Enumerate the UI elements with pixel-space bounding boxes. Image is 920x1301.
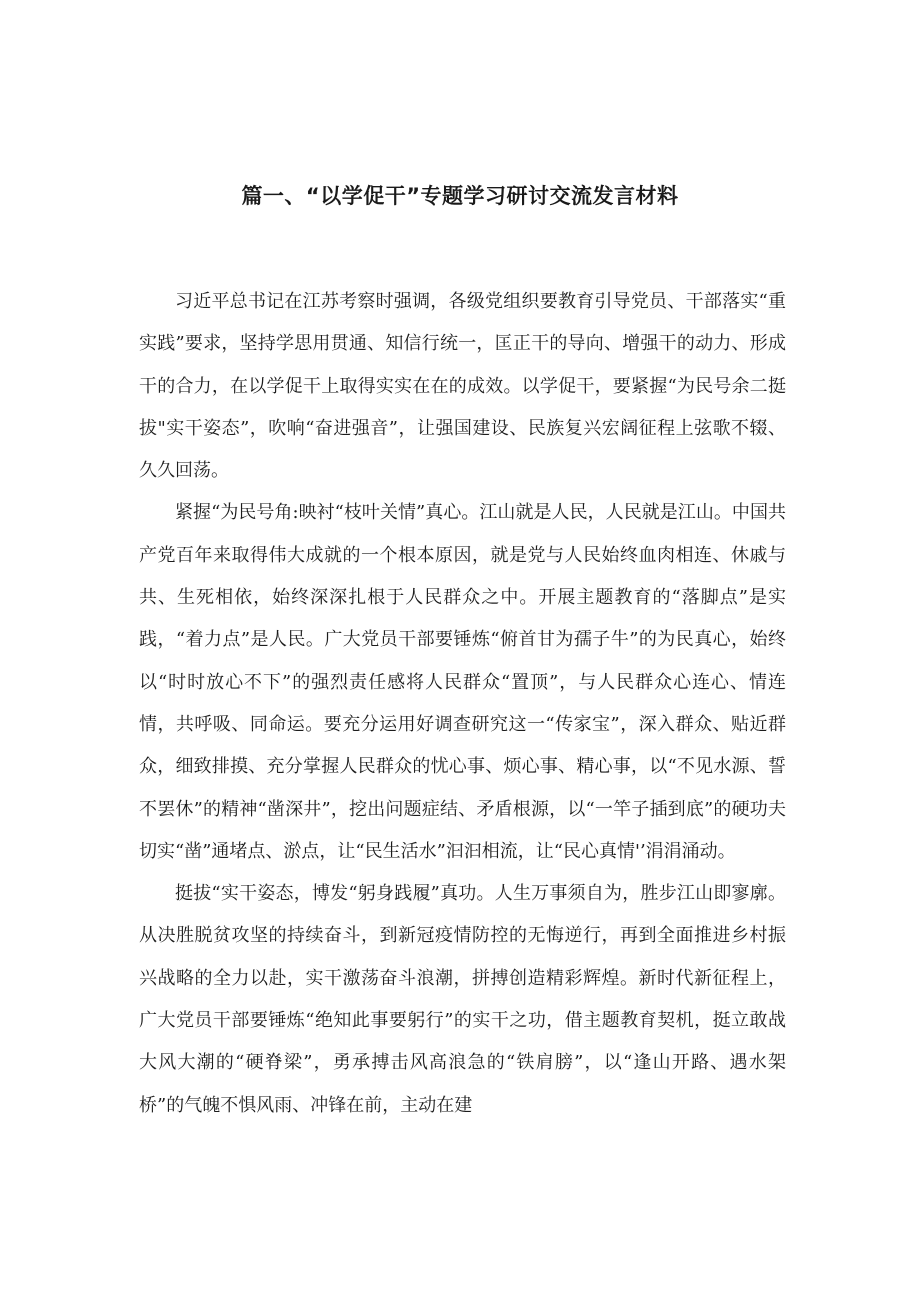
- paragraph-3: 挺拔“实干姿态，博发“躬身践履”真功。人生万事须自为，胜步江山即寥廓。从决胜脱贫攻坚的持续奋斗，到新冠疫情防控的无悔逆行，再到全面推进乡村振兴战略的全力以赴，实干激荡奋斗浪潮，拼搏创造精彩辉煌。新时代新征程上，广大党员干部要锤炼“绝知此事要躬行”的实干之功，借主题教育契机，挺立敢战大风大潮的“硬脊梁”，勇承搏击风高浪急的“铁肩膀”，以“逢山开路、遇水架桥”的气魄不惧风雨、冲锋在前，主动在建: [139, 883, 786, 1116]
- document-title: 篇一、“以学促干”专题学习研讨交流发言材料: [241, 184, 679, 208]
- document-body: [139, 281, 786, 1127]
- paragraph-2: 紧握“为民号角:映衬“枝叶关情”真心。江山就是人民，人民就是江山。中国共产党百年来取得伟大成就的一个根本原因，就是党与人民始终血肉相连、休戚与共、生死相依，始终深深扎根于人民群众之中。开展主题教育的“落脚点”是实践，“着力点”是人民。广大党员干部要锤炼“俯首甘为孺子牛”的为民真心，始终以“时时放心不下”的强烈责任感将人民群众“置顶”，与人民群众心连心、情连情，共呼吸、同命运。要充分运用好调查研究这一“传家宝”，深入群众、贴近群众，细致排摸、充分掌握人民群众的忧心事、烦心事、精心事，以“不见水源、誓不罢休”的精神“凿深井”，挖出问题症结、矛盾根源，以“一竿子插到底”的硬功夫切实“凿”通堵点、淤点，让“民生活水”汩汩相流，让“民心真情'’涓涓涌动。: [139, 502, 786, 862]
- paragraph-1: 习近平总书记在江苏考察时强调，各级党组织要教育引导党员、干部落实“重实践”要求，坚持学思用贯通、知信行统一，匡正干的导向、增强干的动力、形成干的合力，在以学促干上取得实实在在的成效。以学促干，要紧握“为民号余二挺拔"实干姿态”，吹响“奋进强音”，让强国建设、民族复兴宏阔征程上弦歌不辍、久久回荡。: [139, 291, 786, 482]
